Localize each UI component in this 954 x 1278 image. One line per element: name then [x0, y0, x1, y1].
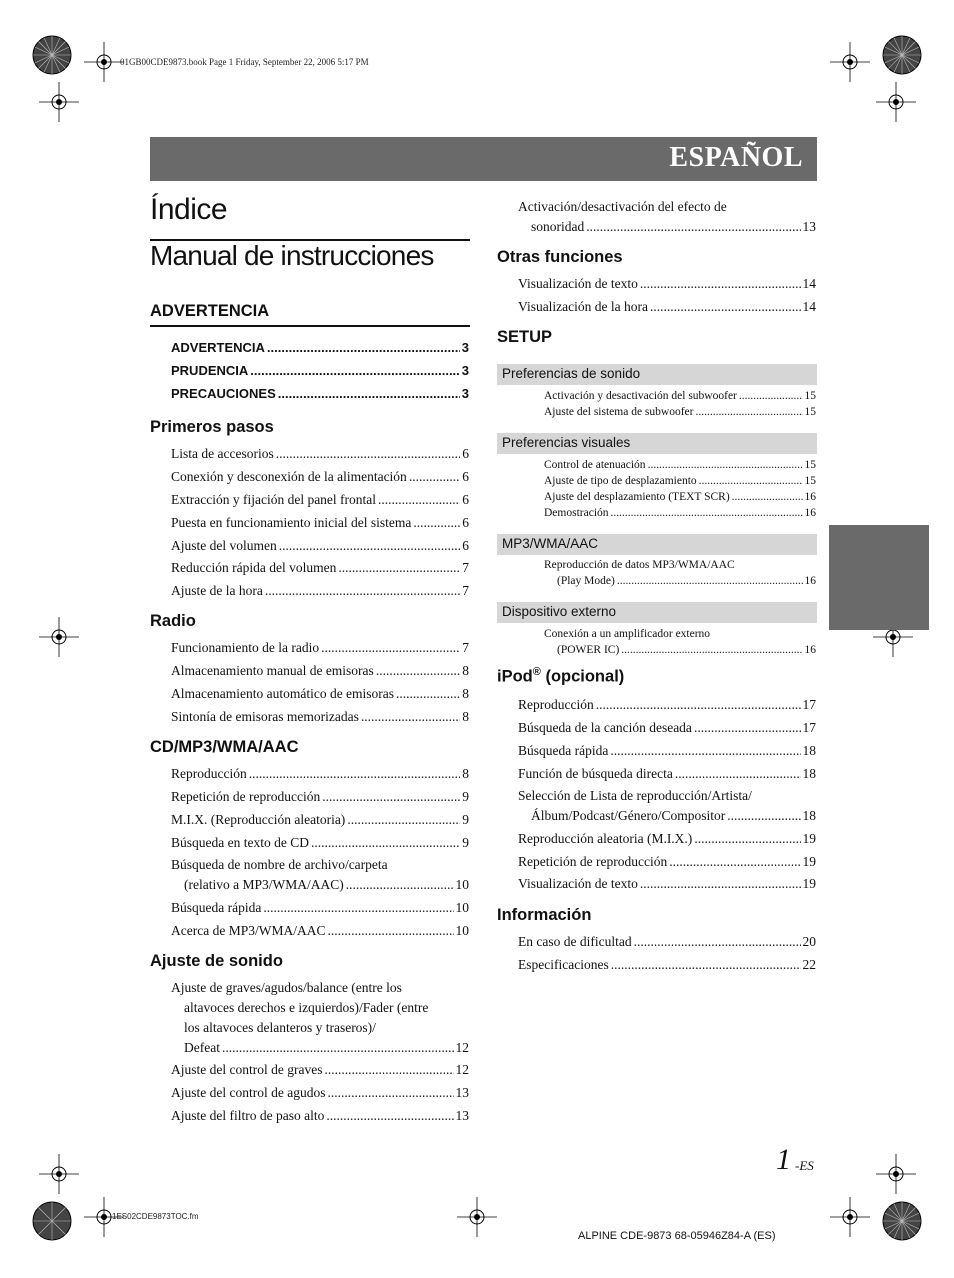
- crosshair-mark-bottom-center: [457, 1197, 497, 1237]
- toc-entry[interactable]: Control de atenuación ..... 15: [544, 459, 816, 471]
- crosshair-mark-right-lower: [876, 1154, 916, 1194]
- toc-entry[interactable]: Ajuste del control de graves ..... 12: [171, 1062, 469, 1078]
- subsection-bar-mp3: MP3/WMA/AAC: [497, 534, 817, 555]
- toc-entry[interactable]: Almacenamiento manual de emisoras ..... 8: [171, 663, 469, 679]
- toc-entry[interactable]: (POWER IC) ..... 16: [557, 644, 816, 656]
- toc-entry-text[interactable]: Conexión a un amplificador externo: [544, 628, 711, 640]
- toc-entry[interactable]: Almacenamiento automático de emisoras ..... 8: [171, 686, 469, 702]
- toc-entry[interactable]: Conexión y desconexión de la alimentación ..... 6: [171, 469, 469, 485]
- section-heading-ipod: iPod® (opcional): [497, 666, 625, 686]
- toc-entry-text[interactable]: altavoces derechos e izquierdos)/Fader (entre: [184, 1000, 429, 1015]
- toc-entry-text[interactable]: Búsqueda de nombre de archivo/carpeta: [171, 857, 388, 872]
- toc-entry[interactable]: En caso de dificultad ..... 20: [518, 934, 816, 950]
- toc-entry[interactable]: Funcionamiento de la radio ..... 7: [171, 640, 469, 656]
- manual-title: Manual de instrucciones: [150, 240, 434, 271]
- toc-entry[interactable]: Visualización de texto ..... 14: [518, 276, 816, 292]
- toc-entry[interactable]: Reproducción ..... 8: [171, 766, 469, 782]
- subsection-bar-visuales: Preferencias visuales: [497, 433, 817, 454]
- toc-entry[interactable]: Visualización de texto ..... 19: [518, 876, 816, 892]
- toc-entry[interactable]: Búsqueda en texto de CD ..... 9: [171, 835, 469, 851]
- page-number: 1: [776, 1143, 791, 1176]
- toc-entry-text[interactable]: los altavoces delanteros y traseros)/: [184, 1020, 376, 1035]
- crosshair-mark-left-upper: [39, 82, 79, 122]
- crosshair-mark-right-upper: [876, 82, 916, 122]
- registration-mark-bottom-right-circle: [881, 1200, 923, 1242]
- file-meta-top: 01GB00CDE9873.book Page 1 Friday, September 22, 2006 5:17 PM: [120, 57, 369, 67]
- toc-entry[interactable]: ADVERTENCIA ..... 3: [171, 340, 469, 355]
- toc-entry[interactable]: Reducción rápida del volumen ..... 7: [171, 560, 469, 576]
- toc-entry[interactable]: M.I.X. (Reproducción aleatoria) ..... 9: [171, 812, 469, 828]
- section-divider: [150, 325, 470, 327]
- toc-entry[interactable]: Ajuste del sistema de subwoofer ..... 15: [544, 406, 816, 418]
- crosshair-mark-left-lower: [39, 1154, 79, 1194]
- toc-entry[interactable]: PRUDENCIA ..... 3: [171, 363, 469, 378]
- toc-entry[interactable]: Lista de accesorios ..... 6: [171, 446, 469, 462]
- crosshair-mark-left-middle: [39, 617, 79, 657]
- toc-entry-text[interactable]: Reproducción de datos MP3/WMA/AAC: [544, 559, 735, 571]
- toc-entry[interactable]: Demostración ..... 16: [544, 507, 816, 519]
- toc-entry[interactable]: (Play Mode) ..... 16: [557, 575, 816, 587]
- toc-entry[interactable]: Ajuste del filtro de paso alto ..... 13: [171, 1108, 469, 1124]
- toc-entry[interactable]: Ajuste del volumen ..... 6: [171, 538, 469, 554]
- index-title: Índice: [150, 193, 228, 226]
- toc-entry[interactable]: Búsqueda rápida ..... 18: [518, 743, 816, 759]
- section-heading-cd: CD/MP3/WMA/AAC: [150, 738, 299, 756]
- registration-mark-top-left-circle: [31, 34, 73, 76]
- toc-entry-text[interactable]: Activación/desactivación del efecto de: [518, 199, 727, 214]
- crosshair-mark-top-left: [84, 42, 124, 82]
- language-banner: [150, 137, 817, 181]
- section-heading-advertencia: ADVERTENCIA: [150, 302, 270, 320]
- footer-product-code: ALPINE CDE-9873 68-05946Z84-A (ES): [578, 1230, 776, 1242]
- toc-entry[interactable]: PRECAUCIONES ..... 3: [171, 386, 469, 401]
- toc-entry[interactable]: Búsqueda de la canción deseada ..... 17: [518, 720, 816, 736]
- section-heading-primeros-pasos: Primeros pasos: [150, 418, 274, 436]
- side-tab: [829, 525, 929, 630]
- toc-entry[interactable]: Reproducción ..... 17: [518, 697, 816, 713]
- section-heading-ajuste-sonido: Ajuste de sonido: [150, 952, 283, 970]
- section-heading-radio: Radio: [150, 612, 196, 630]
- toc-entry[interactable]: Ajuste del control de agudos ..... 13: [171, 1085, 469, 1101]
- toc-entry[interactable]: Búsqueda rápida ..... 10: [171, 900, 469, 916]
- language-label: ESPAÑOL: [669, 142, 803, 173]
- subsection-bar-sonido: Preferencias de sonido: [497, 364, 817, 385]
- section-heading-informacion: Información: [497, 906, 592, 924]
- file-meta-bottom: 1ES02CDE9873TOC.fm: [112, 1212, 199, 1221]
- crosshair-mark-top-right: [830, 42, 870, 82]
- page-number-suffix: -ES: [795, 1158, 814, 1173]
- toc-entry[interactable]: (relativo a MP3/WMA/AAC) ..... 10: [184, 877, 469, 893]
- toc-entry[interactable]: Puesta en funcionamiento inicial del sistema ..... 6: [171, 515, 469, 531]
- section-heading-setup: SETUP: [497, 328, 553, 346]
- toc-entry[interactable]: Extracción y fijación del panel frontal ..... 6: [171, 492, 469, 508]
- toc-entry[interactable]: Ajuste de la hora ..... 7: [171, 583, 469, 599]
- toc-entry[interactable]: Función de búsqueda directa ..... 18: [518, 766, 816, 782]
- subsection-bar-externo: Dispositivo externo: [497, 602, 817, 623]
- toc-entry[interactable]: Acerca de MP3/WMA/AAC ..... 10: [171, 923, 469, 939]
- registration-mark-bottom-left-circle: [31, 1200, 73, 1242]
- toc-entry-text[interactable]: Selección de Lista de reproducción/Artista/: [518, 788, 752, 803]
- toc-entry[interactable]: Álbum/Podcast/Género/Compositor ..... 18: [531, 808, 816, 824]
- toc-entry[interactable]: Ajuste del desplazamiento (TEXT SCR) ..... 16: [544, 491, 816, 503]
- toc-entry[interactable]: sonoridad ..... 13: [531, 219, 816, 235]
- toc-entry-text[interactable]: Ajuste de graves/agudos/balance (entre los: [171, 980, 402, 995]
- toc-entry[interactable]: Defeat ..... 12: [184, 1040, 469, 1056]
- toc-entry[interactable]: Repetición de reproducción ..... 19: [518, 854, 816, 870]
- toc-entry[interactable]: Visualización de la hora ..... 14: [518, 299, 816, 315]
- toc-entry[interactable]: Repetición de reproducción ..... 9: [171, 789, 469, 805]
- toc-entry[interactable]: Reproducción aleatoria (M.I.X.) ..... 19: [518, 831, 816, 847]
- toc-entry[interactable]: Ajuste de tipo de desplazamiento ..... 15: [544, 475, 816, 487]
- toc-entry[interactable]: Sintonía de emisoras memorizadas ..... 8: [171, 709, 469, 725]
- registration-mark-top-right-circle: [881, 34, 923, 76]
- toc-entry[interactable]: Activación y desactivación del subwoofer ..... 15: [544, 390, 816, 402]
- toc-entry[interactable]: Especificaciones ..... 22: [518, 957, 816, 973]
- section-heading-otras-funciones: Otras funciones: [497, 248, 623, 266]
- crosshair-mark-bottom-right: [830, 1197, 870, 1237]
